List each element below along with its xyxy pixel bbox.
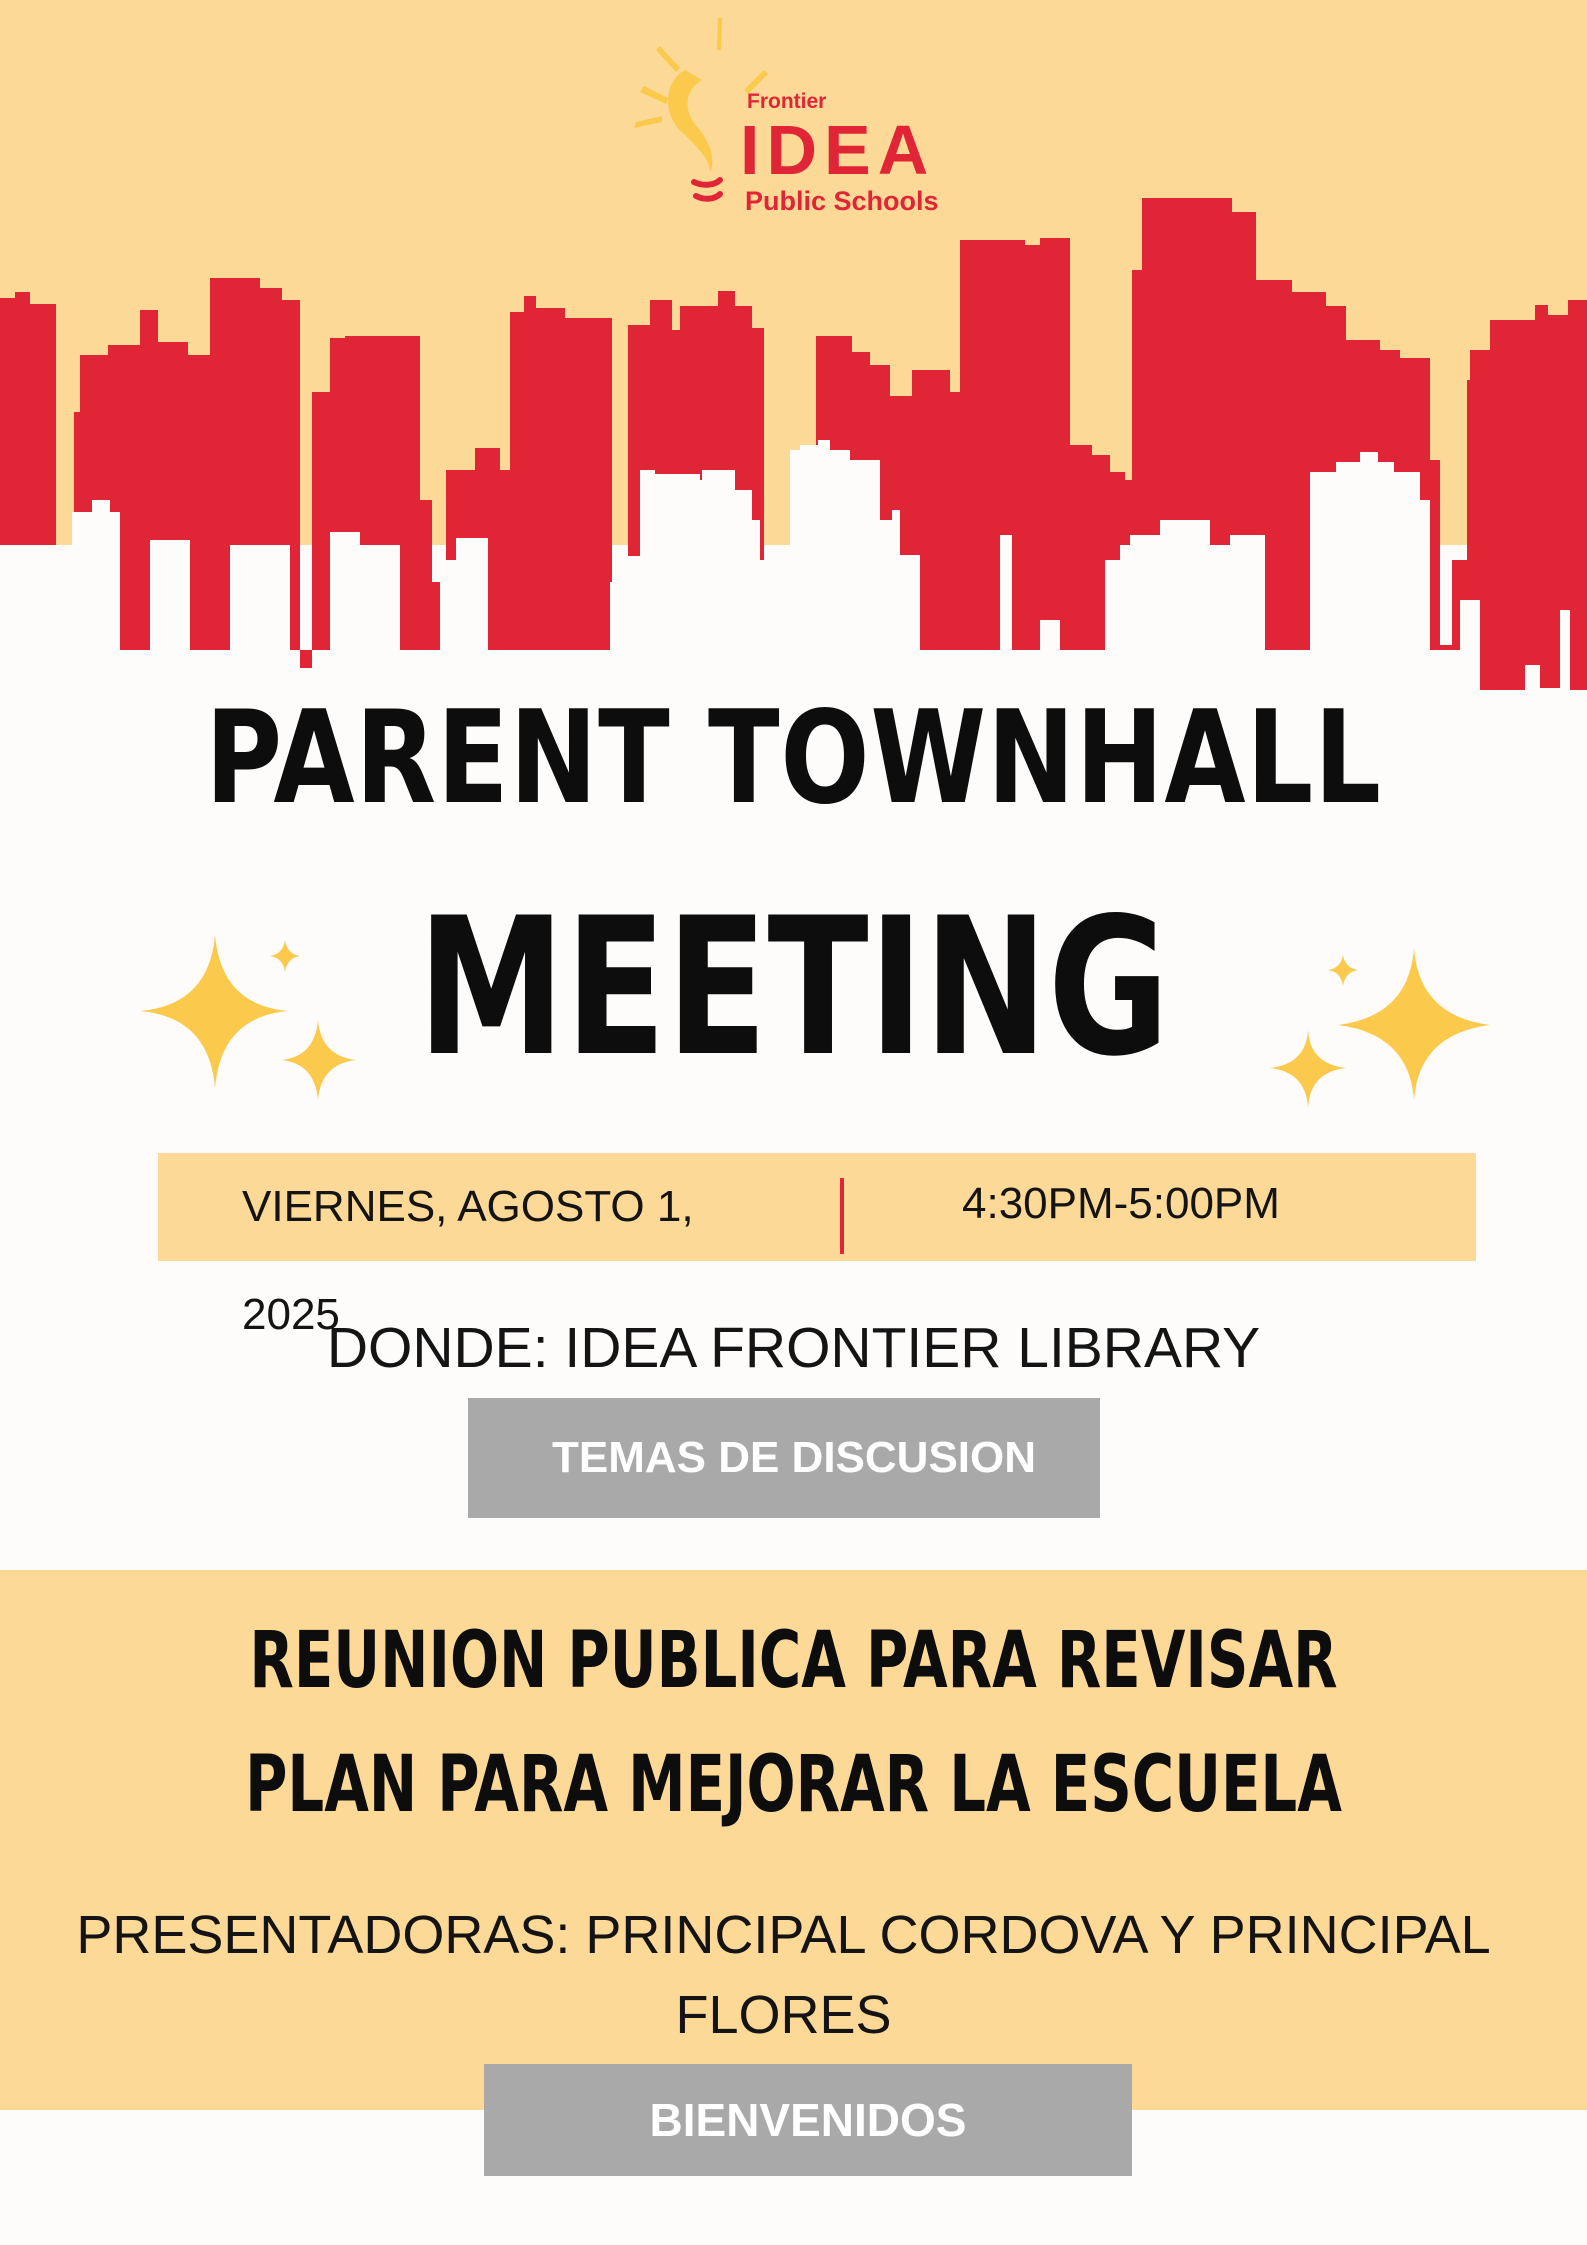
- bulb-base-icon: [694, 180, 720, 185]
- sparkle-icon: [1328, 955, 1358, 986]
- sparkle-icon: [1338, 948, 1490, 1100]
- sparkle-icon: [1270, 1030, 1346, 1108]
- event-location: DONDE: IDEA FRONTIER LIBRARY: [326, 1316, 1261, 1380]
- sparkles-decoration: [0, 900, 1587, 1140]
- welcome-button: BIENVENIDOS: [484, 2064, 1132, 2176]
- date-time-bar: [158, 1153, 1476, 1339]
- sparkle-icon: [270, 940, 300, 972]
- date-time-divider: [840, 1178, 844, 1254]
- title-line-2: MEETING: [417, 877, 1170, 1098]
- event-date: VIERNES, AGOSTO 1, 2025: [242, 1182, 694, 1339]
- agenda-line-1: REUNION PUBLICA PARA REVISAR: [249, 1616, 1338, 1706]
- logo-campus-name: Frontier: [747, 90, 827, 113]
- agenda-line-2: PLAN PARA MEJORAR LA ESCUELA: [245, 1740, 1342, 1830]
- logo-wordmark: IDEA: [740, 111, 936, 189]
- topics-button: TEMAS DE DISCUSION: [468, 1398, 1100, 1518]
- presenters-text: PRESENTADORAS: PRINCIPAL CORDOVA Y PRINCIPAL FLORES: [76, 1905, 1491, 2045]
- title-line-1: PARENT TOWNHALL: [205, 684, 1382, 833]
- sparkle-icon: [282, 1020, 356, 1100]
- logo-subtitle: Public Schools: [745, 186, 939, 216]
- event-time: 4:30PM-5:00PM: [962, 1179, 1280, 1228]
- sparkle-icon: [140, 935, 288, 1088]
